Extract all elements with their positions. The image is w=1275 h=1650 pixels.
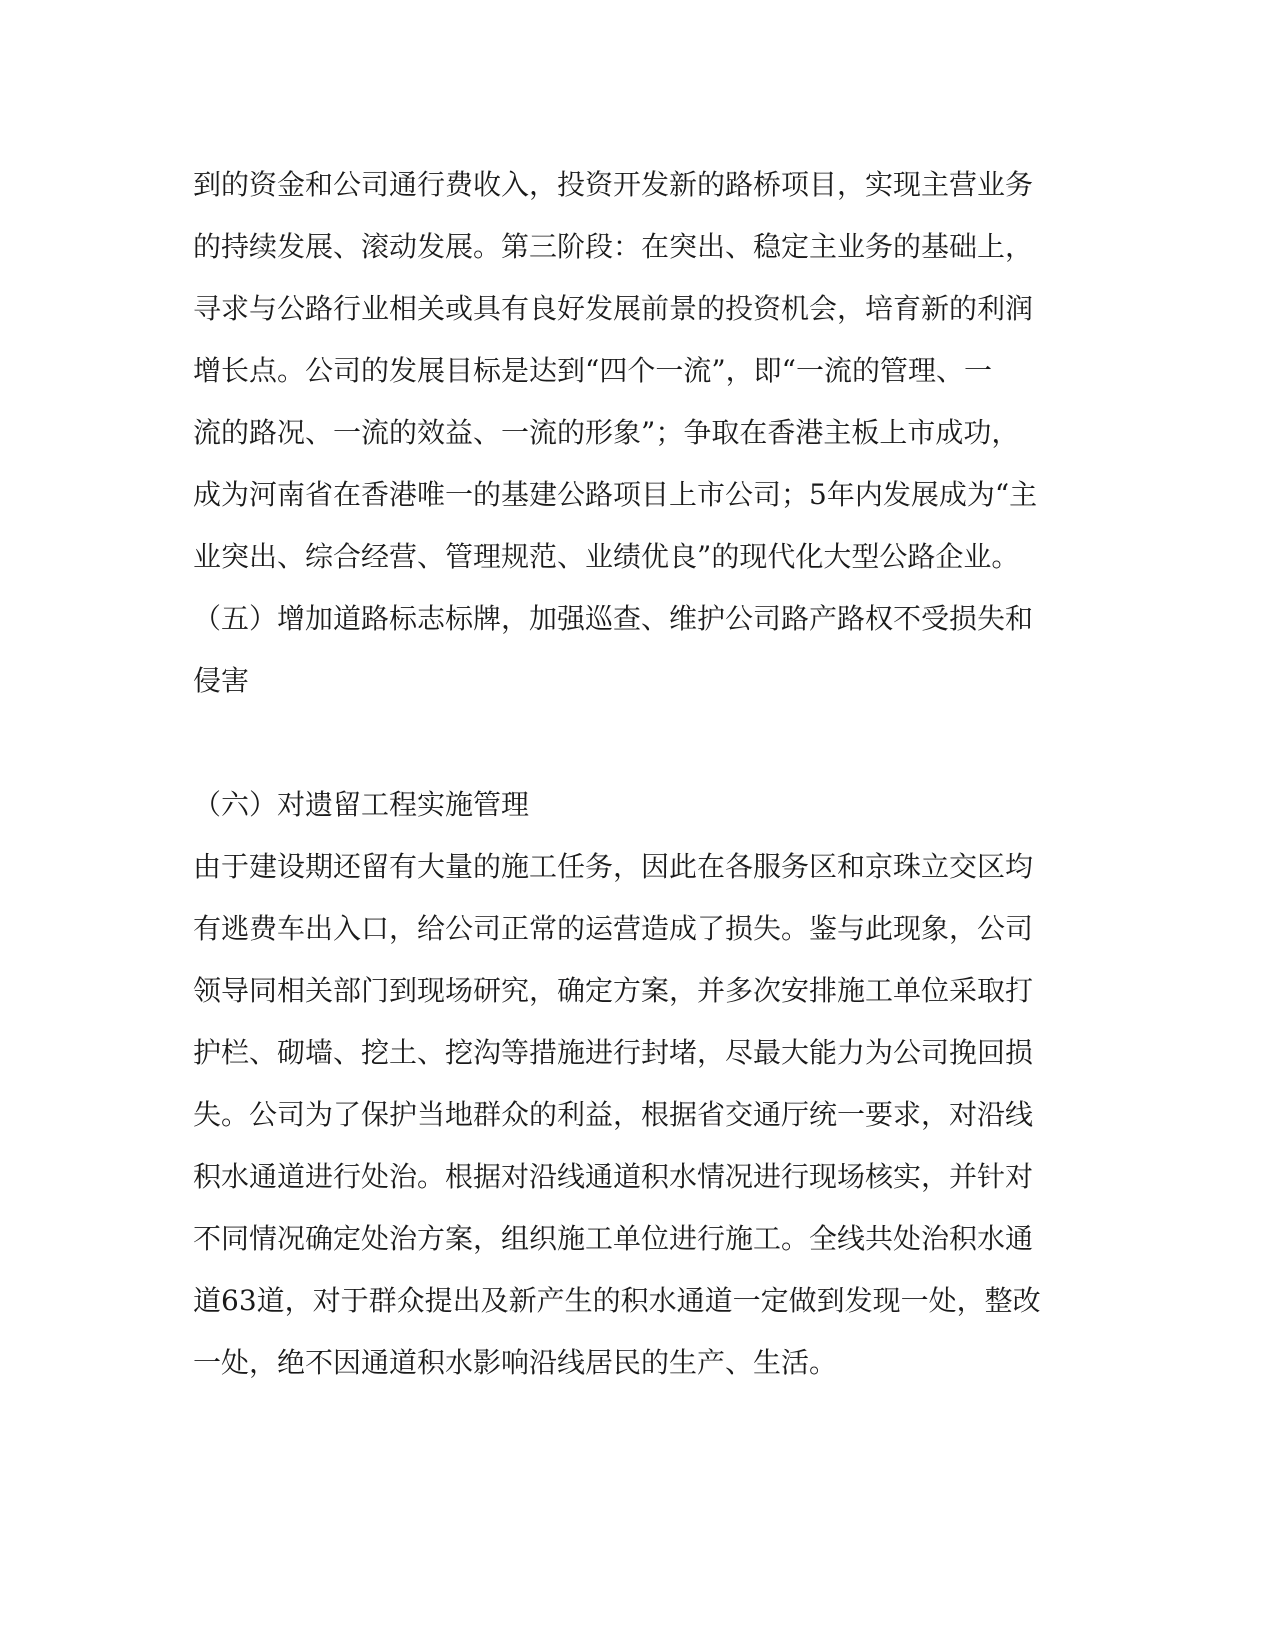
paragraph-line: 积水通道进行处治。根据对沿线通道积水情况进行现场核实，并针对 — [193, 1160, 1034, 1193]
paragraph-line: 护栏、砌墙、挖土、挖沟等措施进行封堵，尽最大能力为公司挽回损 — [193, 1036, 1034, 1069]
paragraph-line: 不同情况确定处治方案，组织施工单位进行施工。全线共处治积水通 — [193, 1222, 1034, 1255]
paragraph-line: 的持续发展、滚动发展。第三阶段：在突出、稳定主业务的基础上， — [193, 230, 1034, 263]
paragraph-line: 道63道，对于群众提出及新产生的积水通道一定做到发现一处，整改 — [193, 1284, 1041, 1317]
paragraph-line: 失。公司为了保护当地群众的利益，根据省交通厅统一要求，对沿线 — [193, 1098, 1034, 1131]
paragraph-line: 寻求与公路行业相关或具有良好发展前景的投资机会，培育新的利润 — [193, 292, 1034, 325]
paragraph-line: 领导同相关部门到现场研究，确定方案，并多次安排施工单位采取打 — [193, 974, 1034, 1007]
paragraph-line: 成为河南省在香港唯一的基建公路项目上市公司；5年内发展成为“主 — [193, 478, 1038, 511]
paragraph-line: 增长点。公司的发展目标是达到“四个一流”，即“一流的管理、一 — [193, 354, 992, 387]
section-heading-six: （六）对遗留工程实施管理 — [193, 788, 530, 821]
paragraph-line: 由于建设期还留有大量的施工任务，因此在各服务区和京珠立交区均 — [193, 850, 1034, 883]
paragraph-line: 到的资金和公司通行费收入，投资开发新的路桥项目，实现主营业务 — [193, 168, 1034, 201]
paragraph-line: 业突出、综合经营、管理规范、业绩优良”的现代化大型公路企业。 — [193, 540, 1020, 573]
section-heading-five-cont: 侵害 — [193, 664, 250, 697]
section-heading-five: （五）增加道路标志标牌，加强巡查、维护公司路产路权不受损失和 — [193, 602, 1034, 635]
paragraph-line: 流的路况、一流的效益、一流的形象”；争取在香港主板上市成功， — [193, 416, 1020, 449]
paragraph-line: 有逃费车出入口，给公司正常的运营造成了损失。鉴与此现象，公司 — [193, 912, 1034, 945]
paragraph-line: 一处，绝不因通道积水影响沿线居民的生产、生活。 — [193, 1346, 838, 1379]
